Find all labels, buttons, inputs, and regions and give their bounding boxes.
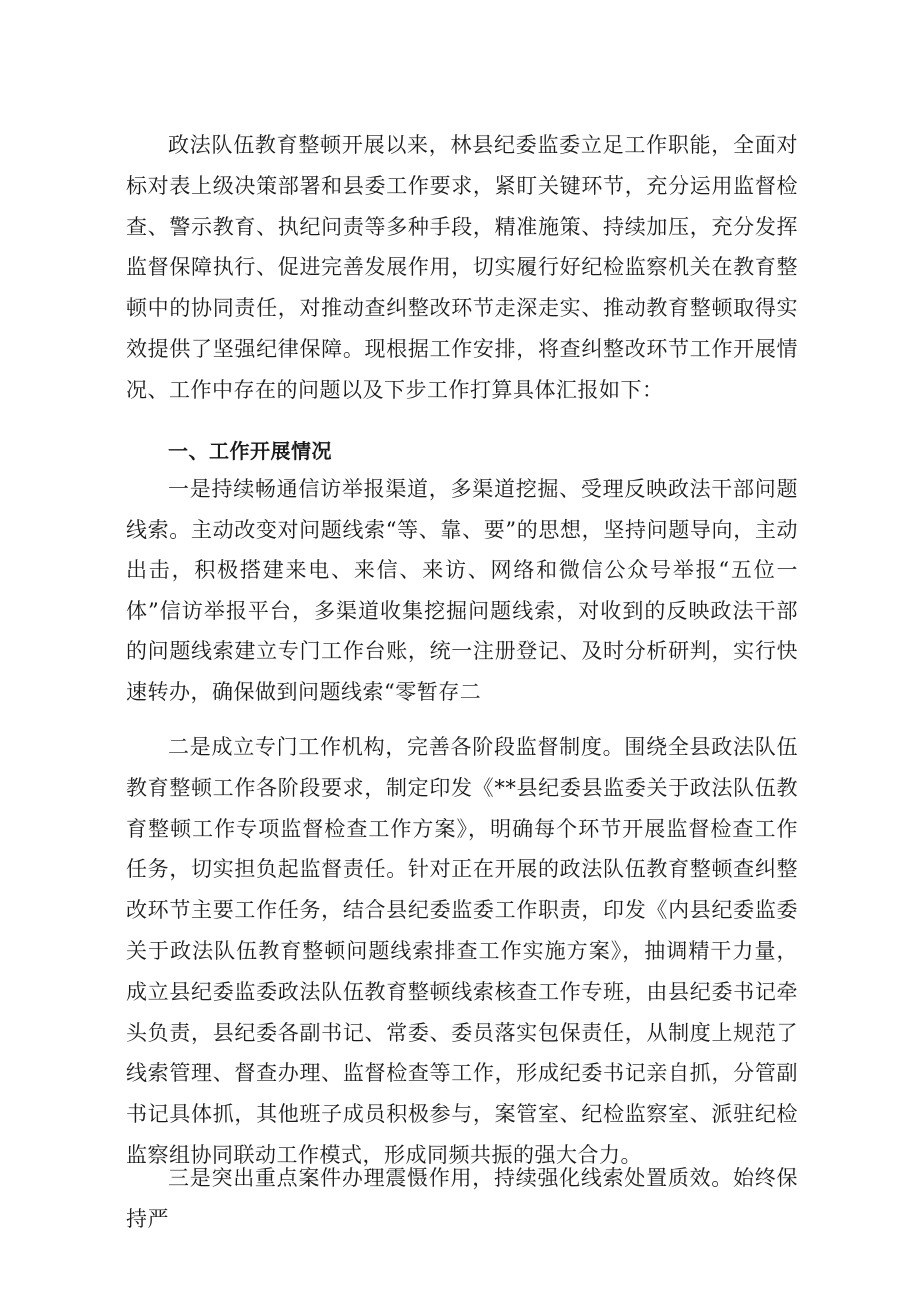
intro-paragraph: 政法队伍教育整顿开展以来，林县纪委监委立足工作职能，全面对标对表上级决策部署和县委工作要求，紧盯关键环节，充分运用监督检查、警示教育、执纪问责等多种手段，精准施策、持续加压，充分发挥监督保障执行、促进完善发展作用，切实履行好纪检监察机关在教育整顿中的协同责任，对推动查纠整改环节走深走实、推动教育整顿取得实效提供了坚强纪律保障。现根据工作安排，将查纠整改环节工作开展情况、工作中存在的问题以及下步工作打算具体汇报如下： xyxy=(126,133,798,402)
paragraph-item-2: 二是成立专门工作机构，完善各阶段监督制度。围绕全县政法队伍教育整顿工作各阶段要求，制定印发《**县纪委县监委关于政法队伍教育整顿工作专项监督检查工作方案》，明确每个环节开展监督检查工作任务，切实担负起监督责任。针对正在开展的政法队伍教育整顿查纠整改环节主要工作任务，结合县纪委监委工作职责，印发《内县纪委监委关于政法队伍教育整顿问题线索排查工作实施方案》，抽调精干力量，成立县纪委监委政法队伍教育整顿线索核查工作专班，由县纪委书记牵头负责，县纪委各副书记、常委、委员落实包保责任，从制度上规范了线索管理、督查办理、监督检查等工作，形成纪委书记亲自抓，分管副书记具体抓，其他班子成员积极参与，案管室、纪检监察室、派驻纪检监察组协同联动工作模式，形成同频共振的强大合力。 xyxy=(126,735,798,1167)
paragraph-item-1: 一是持续畅通信访举报渠道，多渠道挖掘、受理反映政法干部问题线索。主动改变对问题线索“等、靠、要”的思想，坚持问题导向，主动出击，积极搭建来电、来信、来访、网络和微信公众号举报“五位一体”信访举报平台，多渠道收集挖掘问题线索，对收到的反映政法干部的问题线索建立专门工作台账，统一注册登记、及时分析研判，实行快速转办，确保做到问题线索“零暂存二 xyxy=(126,477,798,704)
section-heading: 一、工作开展情况 xyxy=(168,439,332,463)
paragraph-item-3: 三是突出重点案件办理震慑作用，持续强化线索处置质效。始终保持严 xyxy=(126,1166,798,1231)
